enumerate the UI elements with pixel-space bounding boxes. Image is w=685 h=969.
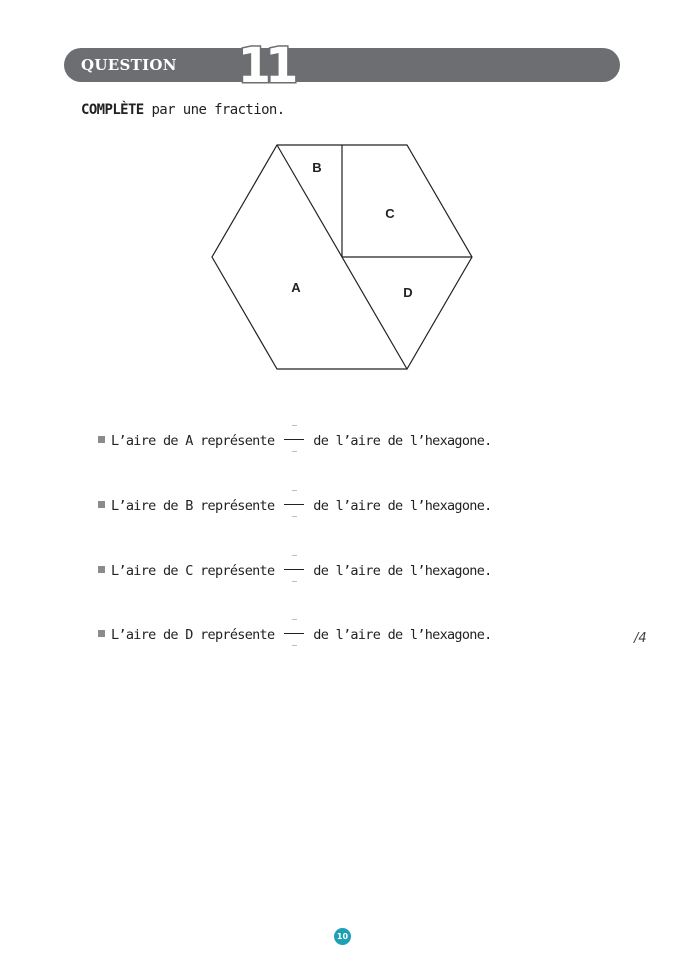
region-label-a: A: [291, 280, 301, 295]
item-text-after: de l’aire de l’hexagone.: [313, 498, 492, 514]
score-total: /4: [634, 631, 647, 646]
answer-item-c: [98, 563, 492, 579]
fraction-blank-a[interactable]: [284, 432, 304, 446]
question-number-badge: [237, 38, 293, 94]
question-banner: [64, 38, 620, 94]
item-text-before: L’aire de A représente: [111, 433, 275, 449]
item-text-before: L’aire de C représente: [111, 563, 275, 579]
bullet-icon: [98, 436, 105, 443]
item-text-after: de l’aire de l’hexagone.: [313, 563, 492, 579]
item-text-after: de l’aire de l’hexagone.: [313, 433, 492, 449]
answer-item-b: [98, 498, 492, 514]
page-number-badge: 10: [334, 928, 351, 945]
bullet-icon: [98, 566, 105, 573]
item-text-before: L’aire de B représente: [111, 498, 275, 514]
instruction: [81, 102, 285, 118]
bullet-icon: [98, 501, 105, 508]
answer-item-a: [98, 433, 492, 449]
fraction-blank-d[interactable]: [284, 626, 304, 640]
region-label-b: B: [312, 160, 322, 175]
answer-item-d: [98, 627, 492, 643]
instruction-text: par une fraction.: [143, 102, 285, 118]
bullet-icon: [98, 630, 105, 637]
instruction-keyword: COMPLÈTE: [81, 102, 144, 118]
question-number: 11: [237, 38, 293, 94]
item-text-after: de l’aire de l’hexagone.: [313, 627, 492, 643]
region-label-d: D: [403, 285, 413, 300]
fraction-blank-c[interactable]: [284, 562, 304, 576]
hexagon-figure: [205, 138, 485, 378]
fraction-blank-b[interactable]: [284, 497, 304, 511]
region-label-c: C: [385, 206, 395, 221]
question-label: QUESTION: [81, 56, 177, 74]
item-text-before: L’aire de D représente: [111, 627, 275, 643]
